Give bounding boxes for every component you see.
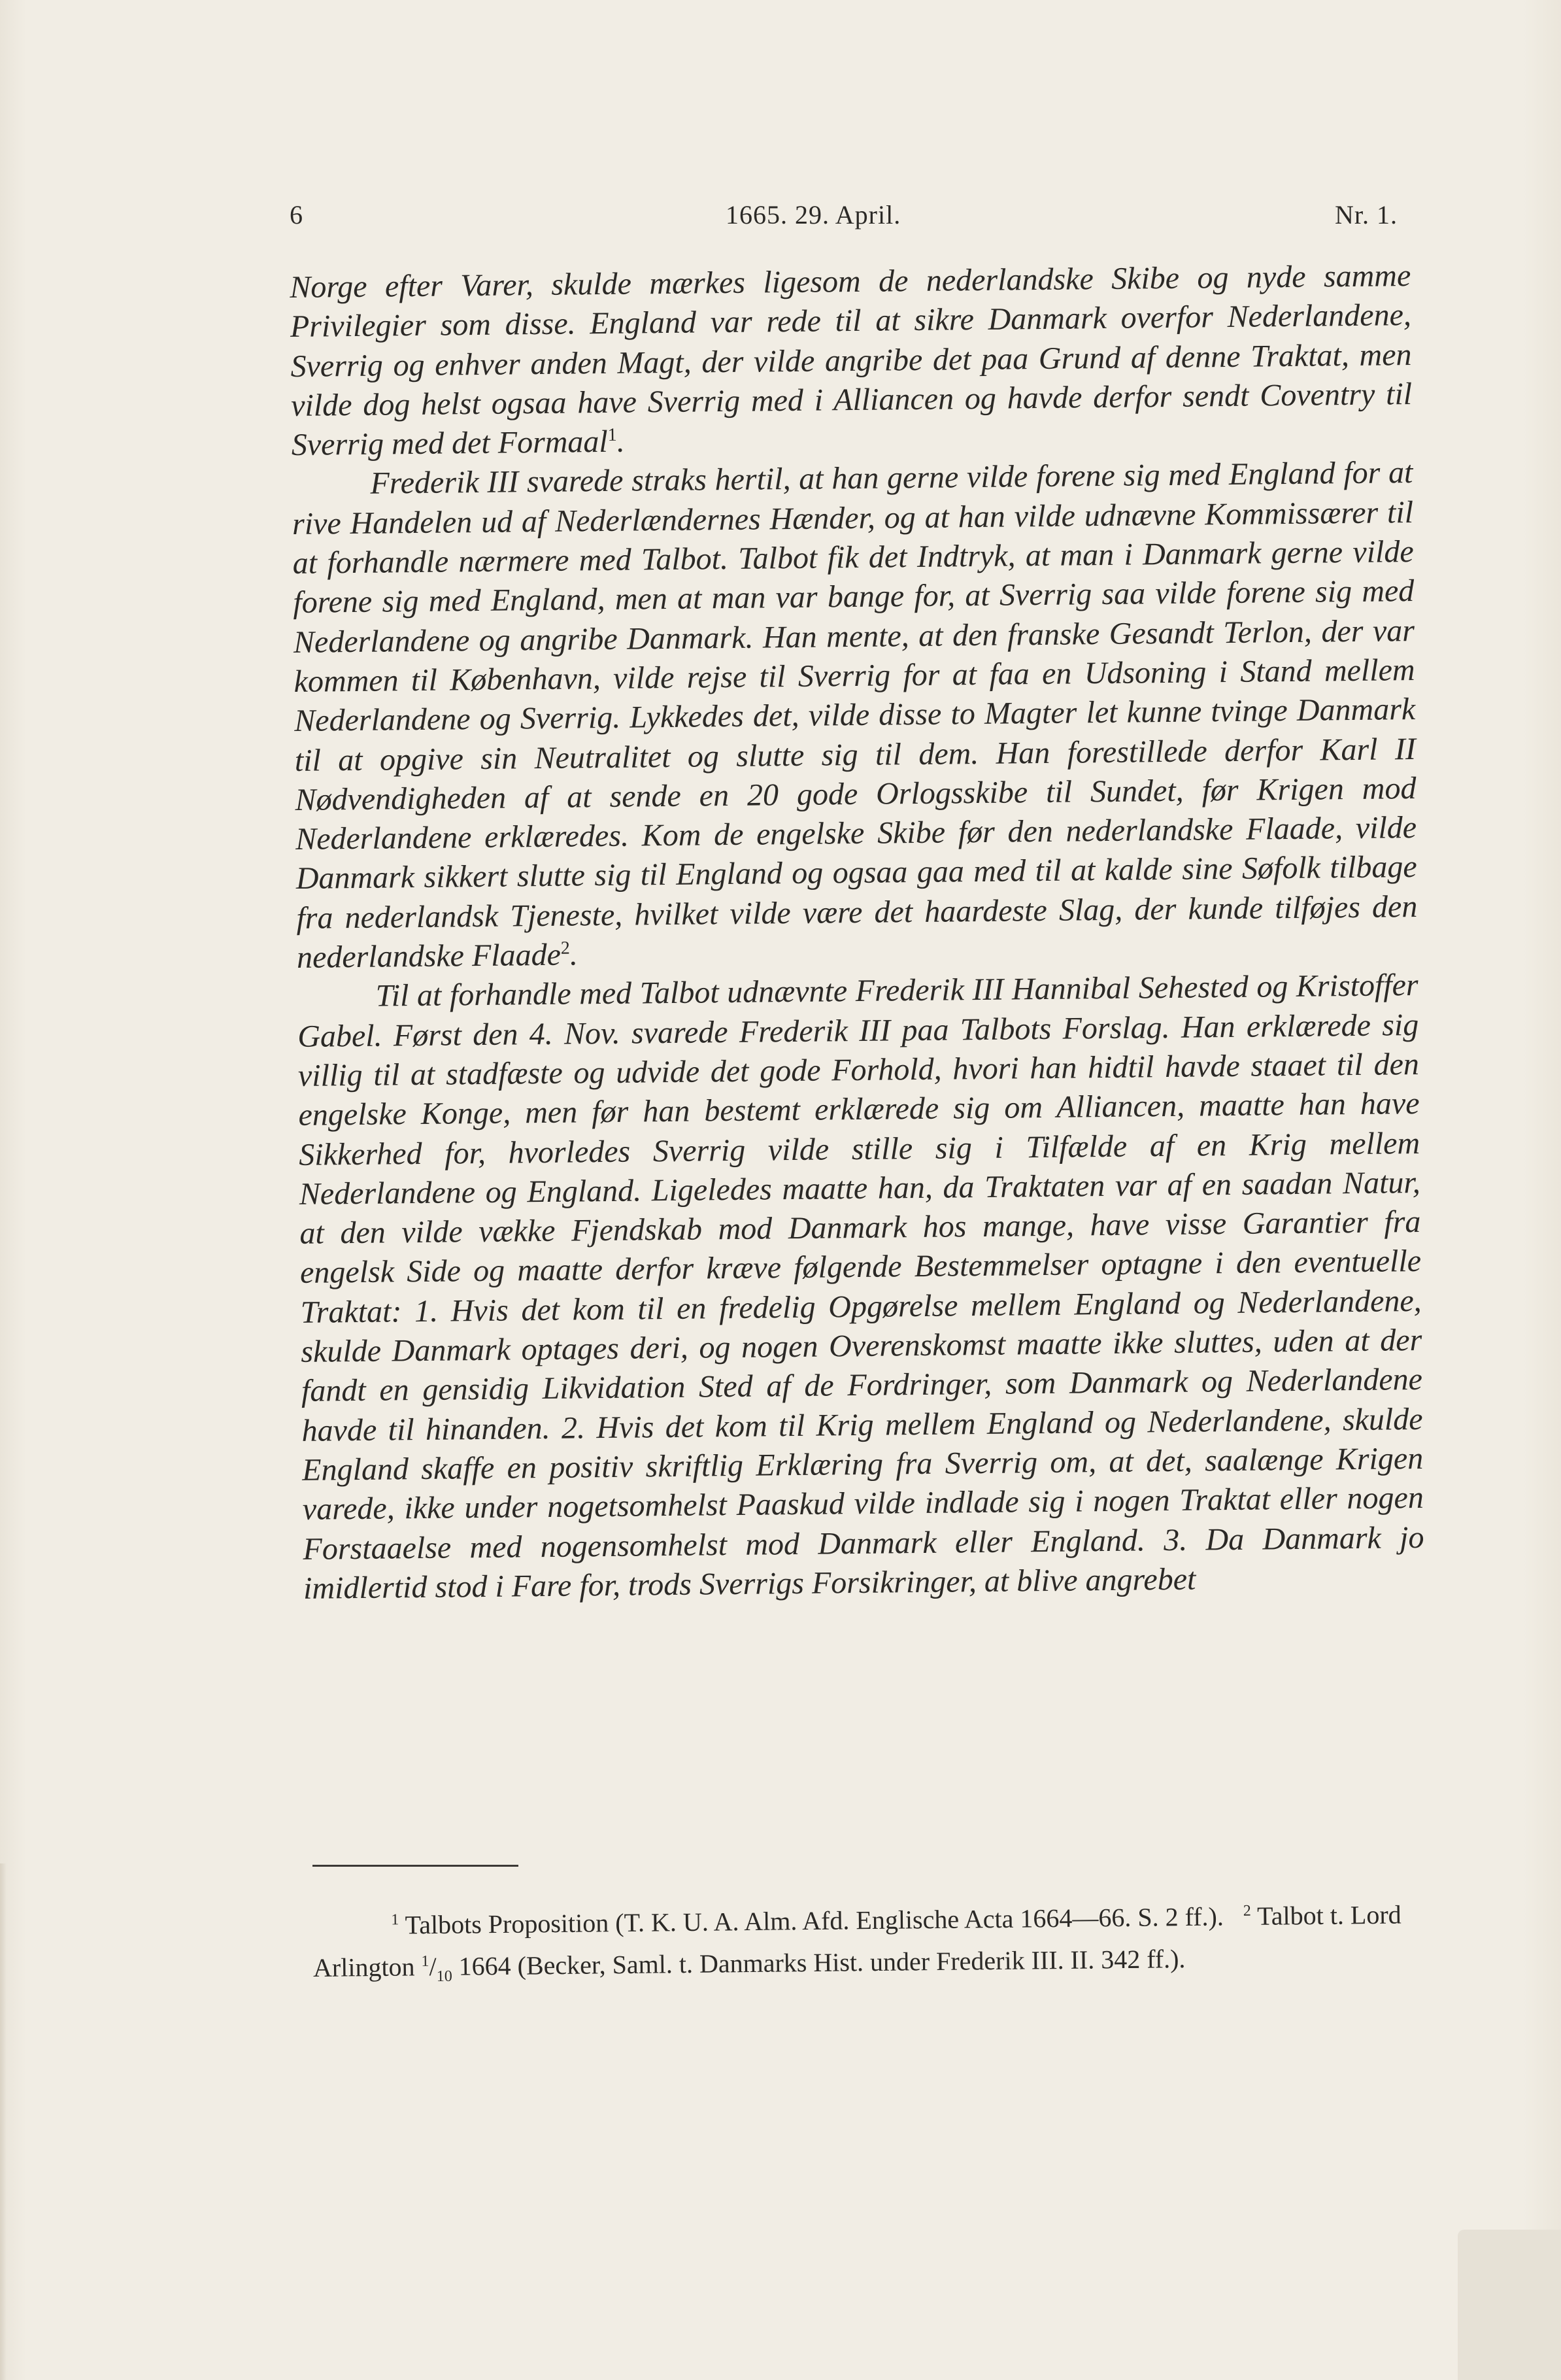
page-edge-shadow (0, 1863, 7, 2380)
paragraph-1 (290, 256, 1413, 465)
page-number: 6 (290, 200, 303, 230)
page-header (290, 199, 1398, 239)
main-text (290, 256, 1424, 1608)
paragraph-3: Til at forhandle med Talbot udnævnte Frederik III Hannibal Sehested og Kristoffer Gabel. Først den 4. Nov. svarede Frederik III paa Talbots Forslag. Han erklærede sig villig til at stadfæste og udvide det gode Forhold, hvori han hidtil havde staaet til den engelske Konge, men før han bestemt erklærede sig om Alliancen, maatte han have Sikkerhed for, hvorledes Sverrig vilde stille sig i Tilfælde af en Krig mellem Nederlandene og England. Ligeledes maatte han, da Traktaten var af en saadan Natur, at den vilde vække Fjendskab mod Danmark hos mange, have visse Garantier fra engelsk Side og maatte derfor kræve følgende Bestemmelser optagne i den eventuelle Traktat: 1. Hvis det kom til en fredelig Opgørelse mellem England og Nederlandene, skulde Danmark optages deri, og nogen Overenskomst maatte ikke sluttes, uden at der fandt en gensidig Likvidation Sted af de Fordringer, som Danmark og Nederlandene havde til hinanden. 2. Hvis det kom til Krig mellem England og Nederlandene, skulde England skaffe en positiv skriftlig Erklæring fra Sverrig om, at det, saalænge Krigen varede, ikke under nogetsomhelst Paaskud vilde indlade sig i nogen Traktat eller nogen Forstaaelse med nogensomhelst mod Danmark eller England. 3. Da Danmark jo imidlertid stod i Fare for, trods Sverrigs Forsikringer, at blive angrebet (297, 968, 1424, 1606)
footnote-ref-2[interactable]: 2 (560, 938, 570, 959)
footnote-block: $^1$ Talbots Proposition (T. K. U. A. Alm. Afd. Englische Acta 1664—66. S. 2 ff.). $^2$ Talbot t. Lord Arlington $^1/_{10}$ 1664 (Becker, Saml. t. Danmarks Hist. under Frederik III. II. 342 ff.). (312, 1899, 1402, 1986)
footnote-2-text-b: 1664 (Becker, Saml. t. Danmarks Hist. under Frederik III. II. 342 ff.). (458, 1944, 1186, 1981)
footnote-2-marker: 2 (1243, 1902, 1251, 1920)
footnote-2-date-denominator: 10 (436, 1967, 452, 1986)
footnote-2-date-numerator: 1 (421, 1952, 429, 1970)
footnote-2-text-a: Talbot t. Lord Arlington (312, 1899, 1402, 1982)
footnote-ref-1[interactable]: 1 (607, 424, 617, 446)
paragraph-2-end: . (569, 937, 579, 972)
running-head-date: 1665. 29. April. (726, 200, 901, 230)
paragraph-1-text: Norge efter Varer, skulde mærkes ligesom de nederlandske Skibe og nyde samme Privilegier som disse. England var rede til at sikre Danmark overfor Nederlandene, Sverrig og enhver anden Magt, der vilde angribe det paa Grund af denne Traktat, men vilde dog helst ogsaa have Sverrig med i Alliancen og havde derfor sendt Coventry til Sverrig med det Formaal (290, 258, 1413, 463)
footnote-divider (312, 1865, 518, 1867)
footnote-1-text: Talbots Proposition (T. K. U. A. Alm. Afd. Englische Acta 1664—66. S. 2 ff.). (405, 1901, 1224, 1940)
document-number: Nr. 1. (1335, 200, 1398, 230)
page-corner-shade (1458, 2230, 1561, 2380)
footnote-1-marker: 1 (391, 1911, 399, 1929)
footnotes (312, 1894, 1411, 1989)
paragraph-2 (292, 454, 1418, 978)
paragraph-2-text: Frederik III svarede straks hertil, at han gerne vilde forene sig med England for at rive Handelen ud af Nederlændernes Hænder, og at han vilde udnævne Kommissærer til at forhandle nærmere med Talbot. Talbot fik det Indtryk, at man i Danmark gerne vilde forene sig med England, men at man var bange for, at Sverrig saa vilde forene sig med Nederlandene og angribe Danmark. Han mente, at den franske Gesandt Terlon, der var kommen til København, vilde rejse til Sverrig for at faa en Udsoning i Stand mellem Nederlandene og Sverrig. Lykkedes det, vilde disse to Magter let kunne tvinge Danmark til at opgive sin Neutralitet og slutte sig til dem. Han forestillede derfor Karl II Nødvendigheden af at sende en 20 gode Orlogsskibe til Sundet, før Krigen mod Nederlandene erklæredes. Kom de engelske Skibe før den nederlandske Flaade, vilde Danmark sikkert slutte sig til England og ogsaa gaa med til at kalde sine Søfolk tilbage fra nederlandsk Tjeneste, hvilket vilde være det haardeste Slag, der kunde tilføjes den nederlandske Flaade (292, 455, 1418, 975)
paragraph-1-end: . (616, 424, 626, 459)
